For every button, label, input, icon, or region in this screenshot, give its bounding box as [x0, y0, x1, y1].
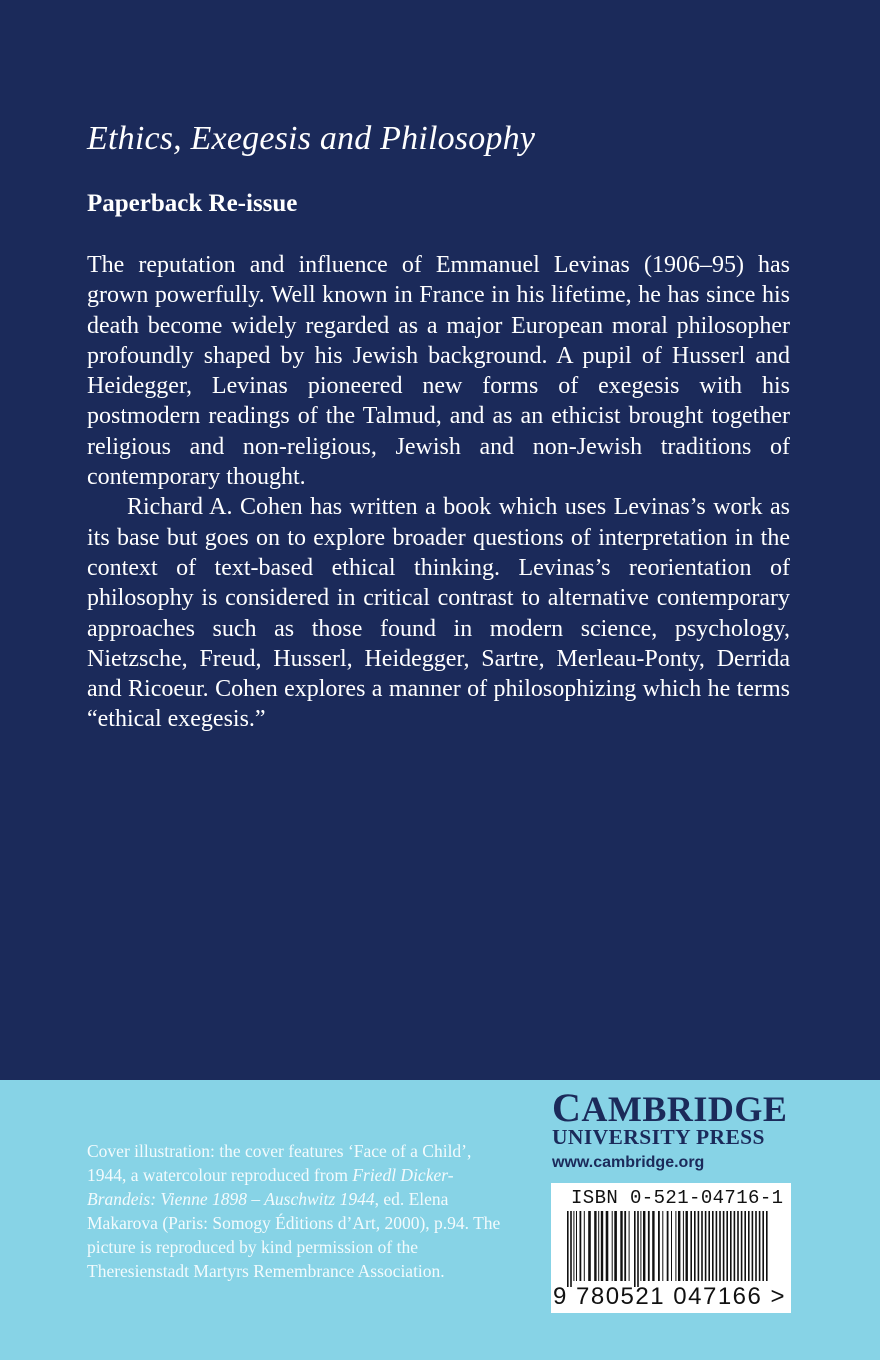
barcode-bar — [726, 1211, 728, 1281]
barcode-bar — [748, 1211, 750, 1281]
barcode-bar — [712, 1211, 714, 1281]
barcode-bar — [643, 1211, 645, 1281]
publisher-name-initial: C — [552, 1085, 582, 1130]
barcode-bar — [744, 1211, 746, 1281]
barcode-bar — [741, 1211, 743, 1281]
barcode-bar — [705, 1211, 707, 1281]
barcode-bar — [662, 1211, 663, 1281]
barcode — [551, 1183, 791, 1313]
barcode-bar — [567, 1211, 569, 1287]
barcode-bar — [612, 1211, 613, 1281]
barcode-bar — [648, 1211, 650, 1281]
barcode-bar — [570, 1211, 572, 1287]
barcode-bar — [576, 1211, 577, 1281]
barcode-bar — [601, 1211, 603, 1281]
barcode-bar — [766, 1211, 768, 1281]
barcode-bar — [734, 1211, 736, 1281]
barcode-bar — [573, 1211, 574, 1281]
barcode-bar — [652, 1211, 654, 1281]
edition-label: Paperback Re-issue — [87, 190, 298, 217]
barcode-bar — [667, 1211, 669, 1281]
barcode-bar — [620, 1211, 622, 1281]
ean-number: 9 780521 047166 > — [553, 1283, 787, 1310]
barcode-bar — [762, 1211, 764, 1281]
barcode-bar — [698, 1211, 700, 1281]
barcode-bar — [755, 1211, 757, 1281]
barcode-bar — [594, 1211, 596, 1281]
barcode-bar — [598, 1211, 599, 1281]
cover-illustration-credit — [87, 1139, 507, 1283]
barcode-bar — [730, 1211, 732, 1281]
publisher-name — [552, 1085, 792, 1130]
series-title: Ethics, Exegesis and Philosophy — [87, 120, 536, 157]
barcode-bar — [580, 1211, 582, 1281]
barcode-bar — [640, 1211, 641, 1281]
barcode-bar — [629, 1211, 630, 1281]
blurb — [87, 250, 790, 735]
barcode-bar — [584, 1211, 585, 1281]
barcode-bar — [658, 1211, 660, 1281]
blurb-paragraph: Richard A. Cohen has written a book which uses Levinas’s work as its base but goes on to explore broader questions of interpretation in the context of text-based ethical thinking. Levinas’s reorientation of philosophy is considered in critical contrast to alternative contemporary approaches such as those found in modern science, psychology, Nietzsche, Freud, Husserl, Heidegger, Sartre, Merleau-Ponty, Derrida and Ricoeur. Cohen explores a manner of philosophizing which he terms “ethical exegesis.” — [87, 494, 790, 733]
barcode-bar — [588, 1211, 591, 1281]
publisher-subtitle: UNIVERSITY PRESS — [552, 1125, 765, 1149]
barcode-bar — [678, 1211, 680, 1281]
barcode-bar — [637, 1211, 639, 1287]
publisher-logo — [552, 1085, 792, 1173]
barcode-bar — [723, 1211, 725, 1281]
barcode-bar — [606, 1211, 609, 1281]
barcode-bar — [719, 1211, 721, 1281]
barcode-bar — [701, 1211, 703, 1281]
publisher-name-rest: AMBRIDGE — [581, 1089, 788, 1129]
barcode-bar — [614, 1211, 617, 1281]
publisher-url: www.cambridge.org — [552, 1154, 705, 1171]
barcode-bar — [690, 1211, 692, 1281]
barcode-bar — [686, 1211, 688, 1281]
barcode-bar — [752, 1211, 754, 1281]
barcode-bar — [708, 1211, 710, 1281]
barcode-bar — [716, 1211, 718, 1281]
barcode-bar — [634, 1211, 636, 1287]
barcode-bar — [737, 1211, 739, 1281]
credit-book-title: Friedl Dicker-Brandeis: Vienne 1898 – Auschwitz 1944 — [87, 1165, 454, 1209]
barcode-bar — [694, 1211, 696, 1281]
barcode-bar — [683, 1211, 684, 1281]
barcode-bar — [759, 1211, 761, 1281]
barcode-bar — [671, 1211, 672, 1281]
barcode-bars — [565, 1211, 777, 1287]
barcode-bar — [675, 1211, 676, 1281]
isbn-label: ISBN 0-521-04716-1 — [571, 1187, 784, 1209]
credit-text-rest: , ed. Elena Makarova (Paris: Somogy Éditions d’Art, 2000), p.94. The picture is reproduced by kind permission of the Theresienstadt Martyrs Remembrance Association. — [87, 1189, 501, 1281]
blurb-paragraph: The reputation and influence of Emmanuel Levinas (1906–95) has grown powerfully. Well known in France in his lifetime, he has since his death become widely regarded as a major European moral philosopher profoundly shaped by his Jewish background. A pupil of Husserl and Heidegger, Levinas pioneered new forms of exegesis with his postmodern readings of the Talmud, and as an ethicist brought together religious and non-religious, Jewish and non-Jewish traditions of contemporary thought. — [87, 252, 790, 491]
barcode-bar — [624, 1211, 626, 1281]
credit-text: Cover illustration: the cover features ‘Face of a Child’, 1944, a watercolour reproduced from — [87, 1141, 472, 1185]
